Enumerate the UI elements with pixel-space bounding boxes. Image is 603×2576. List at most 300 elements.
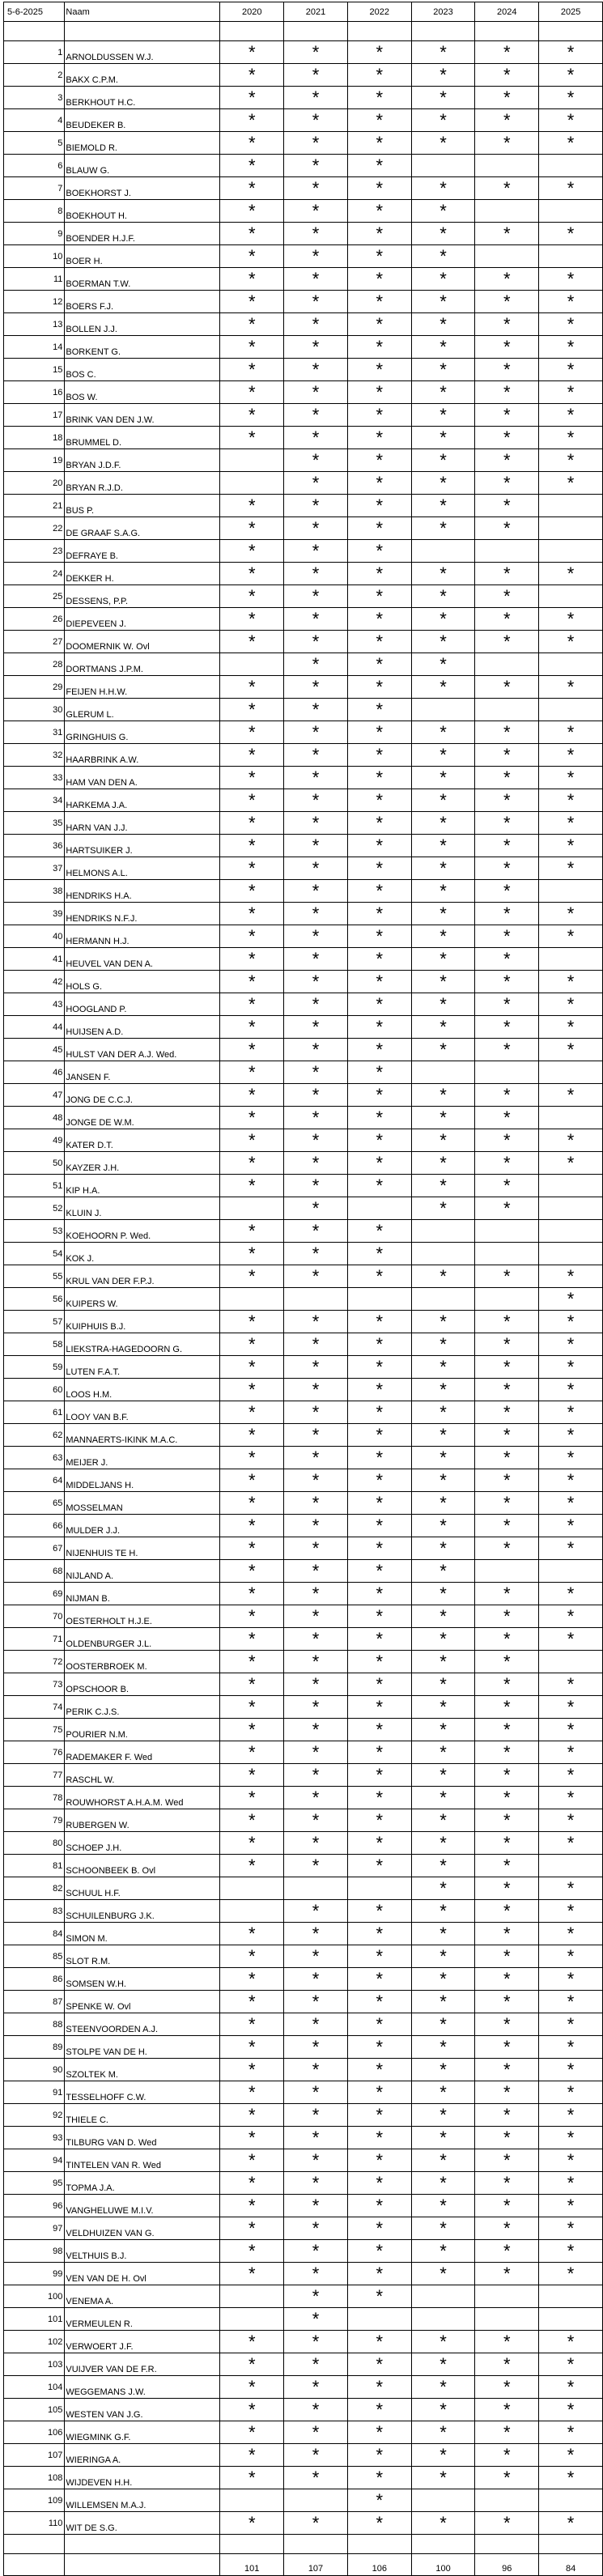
year-mark-2023 (411, 857, 475, 880)
asterisk-mark: * (440, 1765, 447, 1785)
asterisk-mark: * (312, 903, 320, 924)
year-mark-2021 (284, 132, 348, 155)
asterisk-mark: * (376, 1923, 384, 1944)
asterisk-mark: * (567, 2332, 575, 2352)
asterisk-mark: * (503, 133, 511, 153)
asterisk-mark: * (567, 110, 575, 130)
asterisk-mark: * (567, 1946, 575, 1966)
asterisk-mark: * (440, 495, 447, 516)
asterisk-mark: * (312, 926, 320, 946)
year-mark-2024 (475, 268, 539, 291)
asterisk-mark: * (440, 790, 447, 810)
table-row (4, 291, 603, 313)
year-mark-2020 (220, 1605, 284, 1628)
year-mark-2021 (284, 155, 348, 177)
asterisk-mark: * (503, 609, 511, 629)
asterisk-mark: * (312, 790, 320, 810)
year-mark-2022 (347, 767, 411, 789)
table-row (4, 200, 603, 223)
asterisk-mark: * (503, 405, 511, 425)
asterisk-mark: * (567, 903, 575, 924)
year-mark-2023 (411, 41, 475, 64)
member-number: 31 (4, 721, 65, 744)
asterisk-mark: * (440, 1493, 447, 1513)
asterisk-mark: * (503, 450, 511, 470)
table-row (4, 1968, 603, 1991)
asterisk-mark: * (567, 1697, 575, 1717)
asterisk-mark: * (440, 926, 447, 946)
year-mark-2024 (475, 1991, 539, 2013)
member-name: TOPMA J.A. (65, 2172, 220, 2195)
asterisk-mark: * (503, 65, 511, 85)
year-mark-2020 (220, 1016, 284, 1039)
year-mark-2022 (347, 2263, 411, 2285)
member-number: 55 (4, 1265, 65, 1288)
asterisk-mark: * (376, 42, 384, 62)
asterisk-mark: * (376, 699, 384, 720)
asterisk-mark: * (567, 2400, 575, 2420)
empty-cell (539, 2285, 603, 2308)
asterisk-mark: * (248, 1969, 256, 1989)
asterisk-mark: * (248, 971, 256, 992)
year-mark-2021 (284, 200, 348, 223)
empty-cell (539, 2308, 603, 2331)
asterisk-mark: * (312, 586, 320, 606)
table-row (4, 925, 603, 948)
table-row (4, 2285, 603, 2308)
asterisk-mark: * (312, 2060, 320, 2080)
member-name: SPENKE W. Ovl (65, 1991, 220, 2013)
asterisk-mark: * (312, 541, 320, 561)
member-name: KIP H.A. (65, 1175, 220, 1197)
asterisk-mark: * (312, 1107, 320, 1128)
asterisk-mark: * (567, 65, 575, 85)
year-mark-2025 (539, 2467, 603, 2489)
asterisk-mark: * (248, 2037, 256, 2057)
table-row (4, 993, 603, 1016)
year-mark-2021 (284, 2331, 348, 2353)
asterisk-mark: * (567, 1719, 575, 1740)
year-mark-2020 (220, 2149, 284, 2172)
empty-cell (220, 1900, 284, 1923)
year-mark-2024 (475, 1696, 539, 1719)
member-number: 54 (4, 1243, 65, 1265)
year-mark-2024 (475, 87, 539, 109)
year-mark-2020 (220, 1152, 284, 1175)
year-mark-2024 (475, 517, 539, 540)
year-mark-2020 (220, 87, 284, 109)
year-mark-2025 (539, 1311, 603, 1333)
year-mark-2022 (347, 835, 411, 857)
member-name: BORKENT G. (65, 336, 220, 359)
year-mark-2025 (539, 1923, 603, 1945)
asterisk-mark: * (376, 1425, 384, 1445)
asterisk-mark: * (312, 1402, 320, 1422)
empty-cell (539, 1197, 603, 1220)
asterisk-mark: * (312, 1266, 320, 1286)
year-mark-2020 (220, 336, 284, 359)
year-mark-2023 (411, 1832, 475, 1855)
asterisk-mark: * (376, 1810, 384, 1830)
year-mark-2022 (347, 200, 411, 223)
year-mark-2025 (539, 608, 603, 631)
asterisk-mark: * (567, 1334, 575, 1354)
member-name: TILBURG VAN D. Wed (65, 2127, 220, 2149)
asterisk-mark: * (376, 178, 384, 198)
member-number: 8 (4, 200, 65, 223)
member-name: STOLPE VAN DE H. (65, 2036, 220, 2059)
member-name: MULDER J.J. (65, 1515, 220, 1537)
table-row (4, 2467, 603, 2489)
asterisk-mark: * (503, 1357, 511, 1377)
asterisk-mark: * (376, 1107, 384, 1128)
year-mark-2022 (347, 177, 411, 200)
asterisk-mark: * (248, 1379, 256, 1400)
asterisk-mark: * (376, 1447, 384, 1468)
year-mark-2025 (539, 1696, 603, 1719)
year-mark-2023 (411, 2217, 475, 2240)
asterisk-mark: * (376, 1130, 384, 1150)
asterisk-mark: * (567, 1017, 575, 1037)
member-name: JONGE DE W.M. (65, 1107, 220, 1129)
asterisk-mark: * (440, 767, 447, 788)
member-name: KOK J. (65, 1243, 220, 1265)
table-row (4, 1719, 603, 1741)
year-mark-2024 (475, 2240, 539, 2263)
year-mark-2021 (284, 767, 348, 789)
year-mark-2023 (411, 109, 475, 132)
table-row (4, 948, 603, 971)
table-row (4, 381, 603, 404)
year-mark-2021 (284, 2353, 348, 2376)
year-mark-2024 (475, 1968, 539, 1991)
asterisk-mark: * (440, 133, 447, 153)
member-number: 38 (4, 880, 65, 903)
member-number: 24 (4, 563, 65, 585)
year-mark-2025 (539, 2421, 603, 2444)
year-mark-2025 (539, 1605, 603, 1628)
year-mark-2024 (475, 291, 539, 313)
year-mark-2024 (475, 2104, 539, 2127)
asterisk-mark: * (248, 1946, 256, 1966)
member-name: NIJLAND A. (65, 1560, 220, 1583)
year-mark-2020 (220, 1447, 284, 1469)
year-mark-2021 (284, 245, 348, 268)
asterisk-mark: * (312, 427, 320, 448)
asterisk-mark: * (248, 677, 256, 697)
year-mark-2022 (347, 223, 411, 245)
asterisk-mark: * (248, 2468, 256, 2488)
asterisk-mark: * (376, 1311, 384, 1332)
table-row (4, 245, 603, 268)
year-mark-2023 (411, 64, 475, 87)
asterisk-mark: * (248, 2105, 256, 2125)
table-row (4, 2081, 603, 2104)
asterisk-mark: * (567, 722, 575, 742)
member-number: 104 (4, 2376, 65, 2399)
empty-cell (220, 653, 284, 676)
year-mark-2022 (347, 2127, 411, 2149)
asterisk-mark: * (248, 2150, 256, 2170)
member-name: DESSENS, P.P. (65, 585, 220, 608)
year-mark-2023 (411, 880, 475, 903)
asterisk-mark: * (503, 2400, 511, 2420)
table-row (4, 1673, 603, 1696)
asterisk-mark: * (567, 1357, 575, 1377)
year-mark-2022 (347, 2421, 411, 2444)
member-number: 106 (4, 2421, 65, 2444)
year-mark-2024 (475, 2127, 539, 2149)
asterisk-mark: * (567, 1878, 575, 1898)
year-header-2021: 2021 (284, 2, 348, 22)
member-number: 18 (4, 427, 65, 449)
year-mark-2024 (475, 1537, 539, 1560)
member-name: VERWOERT J.F. (65, 2331, 220, 2353)
table-row (4, 313, 603, 336)
member-name: THIELE C. (65, 2104, 220, 2127)
year-mark-2022 (347, 2399, 411, 2421)
year-mark-2024 (475, 472, 539, 495)
empty-cell (475, 2489, 539, 2512)
member-number: 30 (4, 699, 65, 721)
asterisk-mark: * (376, 2445, 384, 2465)
asterisk-mark: * (312, 2082, 320, 2102)
asterisk-mark: * (503, 178, 511, 198)
year-mark-2025 (539, 2127, 603, 2149)
asterisk-mark: * (567, 790, 575, 810)
year-mark-2020 (220, 789, 284, 812)
member-number: 75 (4, 1719, 65, 1741)
member-number: 94 (4, 2149, 65, 2172)
asterisk-mark: * (248, 201, 256, 221)
asterisk-mark: * (248, 722, 256, 742)
year-mark-2023 (411, 427, 475, 449)
year-mark-2020 (220, 721, 284, 744)
asterisk-mark: * (440, 677, 447, 697)
year-mark-2021 (284, 1152, 348, 1175)
asterisk-mark: * (376, 2377, 384, 2397)
year-mark-2025 (539, 2263, 603, 2285)
asterisk-mark: * (312, 654, 320, 674)
member-name: LOOY VAN B.F. (65, 1401, 220, 1424)
year-mark-2020 (220, 948, 284, 971)
year-mark-2022 (347, 1809, 411, 1832)
asterisk-mark: * (376, 495, 384, 516)
year-mark-2021 (284, 2421, 348, 2444)
year-mark-2022 (347, 1764, 411, 1787)
year-mark-2020 (220, 1787, 284, 1809)
year-mark-2022 (347, 291, 411, 313)
asterisk-mark: * (440, 2332, 447, 2352)
asterisk-mark: * (312, 1787, 320, 1808)
year-mark-2022 (347, 2172, 411, 2195)
year-mark-2022 (347, 744, 411, 767)
year-mark-2021 (284, 1900, 348, 1923)
asterisk-mark: * (440, 2468, 447, 2488)
member-name: LOOS H.M. (65, 1379, 220, 1401)
asterisk-mark: * (440, 223, 447, 244)
empty-cell (411, 155, 475, 177)
asterisk-mark: * (248, 1674, 256, 1694)
year-mark-2023 (411, 2353, 475, 2376)
year-mark-2023 (411, 1968, 475, 1991)
asterisk-mark: * (376, 631, 384, 652)
asterisk-mark: * (503, 1719, 511, 1740)
member-number: 74 (4, 1696, 65, 1719)
asterisk-mark: * (567, 382, 575, 402)
member-number: 27 (4, 631, 65, 653)
asterisk-mark: * (376, 654, 384, 674)
member-name: MANNAERTS-IKINK M.A.C. (65, 1424, 220, 1447)
year-mark-2021 (284, 1923, 348, 1945)
year-mark-2022 (347, 1696, 411, 1719)
asterisk-mark: * (376, 359, 384, 380)
member-number: 43 (4, 993, 65, 1016)
year-mark-2021 (284, 1424, 348, 1447)
member-number: 63 (4, 1447, 65, 1469)
asterisk-mark: * (440, 1379, 447, 1400)
table-row (4, 1220, 603, 1243)
empty-cell (220, 2535, 284, 2554)
year-mark-2023 (411, 1787, 475, 1809)
member-number: 57 (4, 1311, 65, 1333)
year-mark-2024 (475, 1855, 539, 1877)
year-mark-2020 (220, 925, 284, 948)
year-mark-2022 (347, 925, 411, 948)
year-mark-2024 (475, 1333, 539, 1356)
table-row (4, 449, 603, 472)
year-mark-2023 (411, 449, 475, 472)
member-number: 22 (4, 517, 65, 540)
table-row (4, 585, 603, 608)
asterisk-mark: * (312, 1606, 320, 1626)
member-number: 70 (4, 1605, 65, 1628)
asterisk-mark: * (567, 2264, 575, 2284)
table-row (4, 1560, 603, 1583)
asterisk-mark: * (248, 1470, 256, 1490)
asterisk-mark: * (376, 337, 384, 357)
year-mark-2020 (220, 2059, 284, 2081)
member-number: 39 (4, 903, 65, 925)
year-mark-2022 (347, 1356, 411, 1379)
year-mark-2020 (220, 2127, 284, 2149)
asterisk-mark: * (248, 110, 256, 130)
year-mark-2022 (347, 404, 411, 427)
member-name: WIT DE S.G. (65, 2512, 220, 2535)
asterisk-mark: * (503, 835, 511, 856)
empty-cell (411, 540, 475, 563)
asterisk-mark: * (376, 1515, 384, 1536)
asterisk-mark: * (440, 450, 447, 470)
asterisk-mark: * (567, 1992, 575, 2012)
year-mark-2025 (539, 359, 603, 381)
year-mark-2020 (220, 1945, 284, 1968)
empty-cell (220, 1197, 284, 1220)
asterisk-mark: * (248, 178, 256, 198)
year-mark-2021 (284, 1265, 348, 1288)
asterisk-mark: * (248, 541, 256, 561)
year-mark-2023 (411, 1696, 475, 1719)
member-name: OOSTERBROEK M. (65, 1651, 220, 1673)
member-number: 84 (4, 1923, 65, 1945)
asterisk-mark: * (248, 246, 256, 266)
asterisk-mark: * (440, 65, 447, 85)
asterisk-mark: * (376, 563, 384, 584)
year-mark-2023 (411, 2399, 475, 2421)
year-mark-2020 (220, 767, 284, 789)
asterisk-mark: * (440, 2037, 447, 2057)
asterisk-mark: * (312, 1765, 320, 1785)
year-mark-2023 (411, 1515, 475, 1537)
asterisk-mark: * (248, 1697, 256, 1717)
empty-cell (220, 449, 284, 472)
asterisk-mark: * (312, 269, 320, 289)
member-name: VEN VAN DE H. Ovl (65, 2263, 220, 2285)
year-mark-2020 (220, 2444, 284, 2467)
member-number: 109 (4, 2489, 65, 2512)
asterisk-mark: * (248, 2082, 256, 2102)
asterisk-mark: * (248, 1221, 256, 1241)
asterisk-mark: * (503, 473, 511, 493)
asterisk-mark: * (248, 1810, 256, 1830)
empty-cell (65, 22, 220, 41)
asterisk-mark: * (376, 1697, 384, 1717)
member-number: 26 (4, 608, 65, 631)
member-number: 79 (4, 1809, 65, 1832)
year-mark-2023 (411, 177, 475, 200)
asterisk-mark: * (440, 2513, 447, 2533)
year-mark-2025 (539, 971, 603, 993)
asterisk-mark: * (567, 2128, 575, 2148)
member-number: 41 (4, 948, 65, 971)
asterisk-mark: * (312, 473, 320, 493)
year-mark-2021 (284, 857, 348, 880)
asterisk-mark: * (248, 1447, 256, 1468)
member-name: HULST VAN DER A.J. Wed. (65, 1039, 220, 1061)
year-mark-2021 (284, 903, 348, 925)
year-mark-2022 (347, 155, 411, 177)
year-mark-2025 (539, 2444, 603, 2467)
year-mark-2022 (347, 1424, 411, 1447)
year-mark-2025 (539, 2081, 603, 2104)
asterisk-mark: * (440, 1787, 447, 1808)
asterisk-mark: * (503, 722, 511, 742)
asterisk-mark: * (248, 1493, 256, 1513)
year-mark-2020 (220, 1991, 284, 2013)
year-mark-2023 (411, 132, 475, 155)
asterisk-mark: * (503, 42, 511, 62)
year-mark-2021 (284, 1401, 348, 1424)
asterisk-mark: * (567, 2037, 575, 2057)
asterisk-mark: * (567, 1039, 575, 1060)
asterisk-mark: * (503, 1969, 511, 1989)
year-mark-2020 (220, 268, 284, 291)
year-mark-2025 (539, 676, 603, 699)
asterisk-mark: * (376, 813, 384, 833)
asterisk-mark: * (503, 926, 511, 946)
table-row (4, 744, 603, 767)
year-mark-2024 (475, 1900, 539, 1923)
asterisk-mark: * (440, 314, 447, 334)
empty-cell (539, 495, 603, 517)
asterisk-mark: * (376, 2196, 384, 2216)
asterisk-mark: * (312, 223, 320, 244)
asterisk-mark: * (312, 2377, 320, 2397)
asterisk-mark: * (248, 699, 256, 720)
asterisk-mark: * (312, 1833, 320, 1853)
year-mark-2023 (411, 2104, 475, 2127)
empty-cell (539, 200, 603, 223)
